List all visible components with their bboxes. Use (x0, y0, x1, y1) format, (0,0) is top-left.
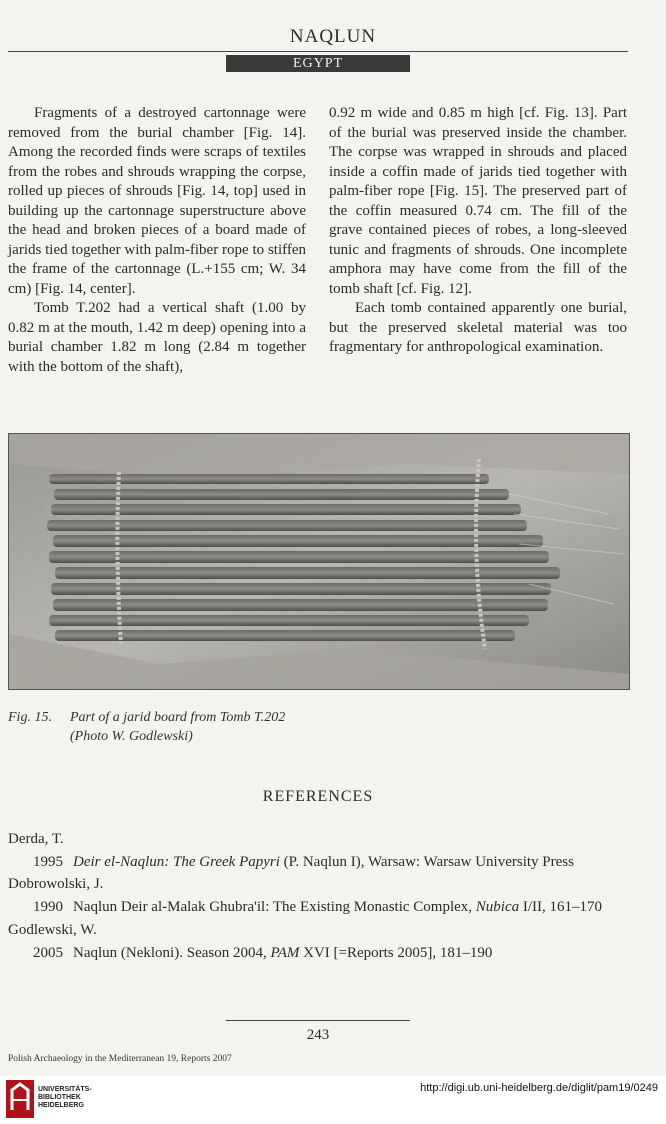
right-paragraph-1: 0.92 m wide and 0.85 m high [cf. Fig. 13]. Part of the burial was preserved inside the chamber. The corpse was wrapped in shrouds and placed inside a coffin made of jarids tied together with palm-fiber rope [Fig. 15]. The preserved part of the coffin measured 0.74 cm. The fill of the grave contained pieces of robes, a long-sleeved tunic and fragments of shrouds. One incomplete amphora may have come from the fill of the tomb shaft [cf. Fig. 12]. (329, 105, 627, 297)
right-column (329, 104, 627, 358)
running-title: NAQLUN (289, 26, 377, 47)
jarid-sticks (47, 474, 560, 641)
library-line-1: UNIVERSITÄTS- (38, 1086, 92, 1093)
ref-year: 2005 (33, 944, 63, 961)
header-rule (8, 51, 628, 52)
left-paragraph-2: Tomb T.202 had a vertical shaft (1.00 by 0.82 m at the mouth, 1.42 m deep) opening into a burial chamber 1.82 m long (2.84 m together with the bottom of the shaft), (8, 300, 306, 375)
ref-entry (8, 851, 638, 874)
ref-author: Derda, T. (8, 831, 64, 847)
university-library-logo-icon (6, 1080, 34, 1118)
ref-entry (8, 942, 638, 965)
ref-author: Dobrowolski, J. (8, 876, 104, 893)
figure-caption-line2: (Photo W. Godlewski) (70, 729, 193, 744)
right-paragraph-2: Each tomb contained apparently one burial, but the preserved skeletal material was too fragmentary for anthropological examination. (329, 300, 627, 355)
ref-pre: Naqlun (Nekloni). Season 2004, (73, 944, 271, 961)
ref-year: 1995 (33, 853, 63, 870)
ref-pre: Naqlun Deir al-Malak Ghubra'il: The Existing Monastic Complex, (73, 899, 476, 916)
references-heading: REFERENCES (262, 788, 374, 805)
ref-entry (8, 896, 638, 919)
library-name (38, 1086, 92, 1110)
ref-rest: XVI [=Reports 2005], 181–190 (299, 944, 493, 961)
section-label: EGYPT (226, 55, 410, 72)
figure-caption (8, 708, 285, 746)
figure-label: Fig. 15. (8, 710, 52, 725)
figure-caption-line1: Part of a jarid board from Tomb T.202 (70, 710, 286, 725)
ref-year: 1990 (33, 899, 63, 916)
journal-line: Polish Archaeology in the Mediterranean 19, Reports 2007 (8, 1054, 232, 1064)
ref-author: Godlewski, W. (8, 921, 97, 938)
figure-photo (8, 433, 630, 690)
footer-rule (226, 1020, 410, 1021)
ref-rest: I/II, 161–170 (519, 899, 603, 916)
ref-title: Nubica (475, 899, 520, 916)
jarid-board-photo (9, 434, 629, 689)
left-column (8, 104, 306, 377)
library-line-3: HEIDELBERG (38, 1102, 84, 1109)
source-url-link[interactable]: http://digi.ub.uni-heidelberg.de/diglit/pam19/0249 (420, 1082, 658, 1094)
ref-title: Deir el-Naqlun: The Greek Papyri (73, 853, 280, 870)
page-number: 243 (306, 1027, 330, 1043)
references-list (8, 828, 638, 964)
left-paragraph-1: Fragments of a destroyed cartonnage were removed from the burial chamber [Fig. 14]. Among the recorded finds were scraps of textiles from the robes and shrouds wrapping the corpse, rolled up pieces of shrouds [Fig. 14, top] used in building up the cartonnage superstructure above the head and broken pieces of a board made of jarids tied together with palm-fiber rope to stiffen the frame of the cartonnage (L.+155 cm; W. 34 cm) [Fig. 14, center]. (8, 105, 306, 297)
library-line-2: BIBLIOTHEK (38, 1094, 81, 1101)
ref-rest: (P. Naqlun I), Warsaw: Warsaw University Press (279, 853, 574, 870)
ref-title: PAM (270, 944, 300, 961)
